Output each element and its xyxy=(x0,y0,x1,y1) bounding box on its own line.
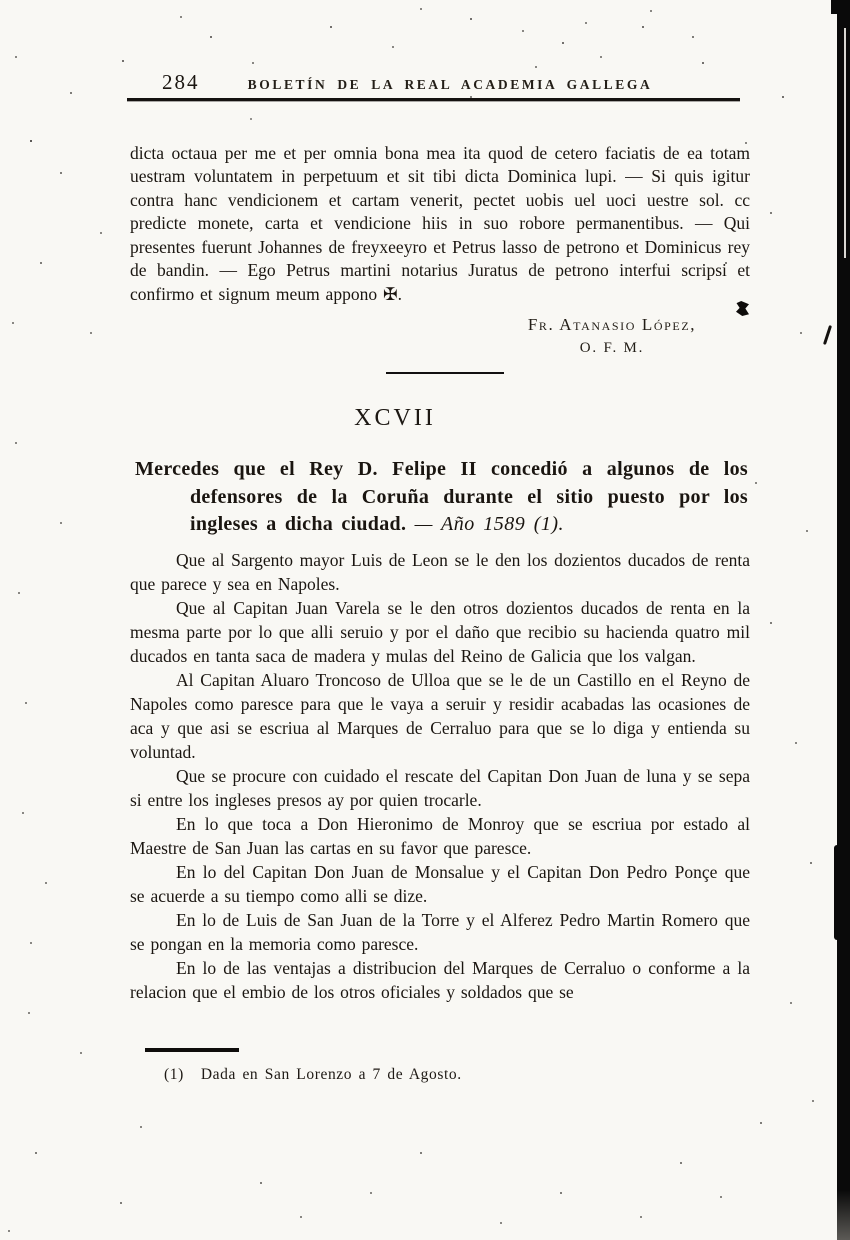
article-paragraph: Que al Capitan Juan Varela se le den otros dozientos ducados de renta en la mesma parte por lo que alli seruio y por el daño que recibio su hacienda quatro mil ducados en tanta saca de madera y mulas del Reino de Galicia que los valgan. xyxy=(130,598,750,666)
article-body xyxy=(130,548,750,1004)
scan-noise-specks xyxy=(0,0,2,2)
running-title: BOLETÍN DE LA REAL ACADEMIA GALLEGA xyxy=(247,77,653,92)
page-number: 284 xyxy=(162,70,200,94)
signature-order: O. F. M. xyxy=(579,340,645,356)
article-paragraph: Que se procure con cuidado el rescate del Capitan Don Juan de luna y se sepa si entre los ingleses presos ay por quien trocarle. xyxy=(130,766,750,810)
signature-name: Fr. Atanasio López, xyxy=(527,315,697,334)
article-paragraph: Que al Sargento mayor Luis de Leon se le den los dozientos ducados de renta que parece y sea en Napoles. xyxy=(130,550,750,594)
scan-edge-band-bump-mid xyxy=(834,845,840,940)
latin-continuation-paragraph: dicta octaua per me et per omnia bona mea ita quod de cetero faciatis de ea totam uestram voluntatem in perpetuum et sit tibi dicta Dominica lupi. — Si quis igitur contra hanc vendicionem et cartam venerit, pectet uobis uel uoci uestre sol. cc predicte monete, carta et vendicione hiis in suo robore permanentibus. — Qui presentes fuerunt Johannes de freyxeeyro et Petrus lasso de petrono et Dominicus rey de bandin. — Ego Petrus martini notarius Juratus de petrono interfui scripsi et confirmo et signum meum appono ✠. xyxy=(130,142,750,305)
article-paragraph: En lo que toca a Don Hieronimo de Monroy que se escriua por estado al Maestre de San Juan las cartas en su favor que paresce. xyxy=(130,814,750,858)
footnote-marker: (1) xyxy=(164,1066,184,1083)
signature-block xyxy=(492,315,732,357)
footnote xyxy=(164,1066,724,1084)
article-paragraph: En lo de las ventajas a distribucion del Marques de Cerraluo o conforme a la relacion que el embio de los otros oficiales y soldados que se xyxy=(130,958,750,1002)
article-paragraph: En lo del Capitan Don Juan de Monsalue y el Capitan Don Pedro Ponçe que se acuerde a su tiempo como alli se dize. xyxy=(130,862,750,906)
scan-edge-band-bump-top xyxy=(831,0,840,14)
article-paragraph: Al Capitan Aluaro Troncoso de Ulloa que se le de un Castillo en el Reyno de Napoles como paresce para que le vaya a seruir y residir acabadas las ocasiones de aca y que asi se escriua al Marques de Cerraluo para que se lo diga y entienda su voluntad. xyxy=(130,670,750,762)
scan-edge-squiggle xyxy=(823,325,832,345)
article-date-note: — Año 1589 (1). xyxy=(414,513,565,535)
section-divider-rule xyxy=(386,372,504,374)
article-paragraph: En lo de Luis de San Juan de la Torre y el Alferez Pedro Martin Romero que se pongan en la memoria como paresce. xyxy=(130,910,750,954)
section-number-heading: XCVII xyxy=(354,405,436,431)
article-title-text: Mercedes que el Rey D. Felipe II concedió a algunos de los defensores de la Coruña durante el sitio puesto por los ingleses a dicha ciudad. xyxy=(135,458,748,535)
scan-edge-band-gap xyxy=(844,28,846,258)
header-rule xyxy=(127,98,740,101)
footnote-rule xyxy=(145,1048,239,1052)
article-title-heading xyxy=(135,456,748,539)
footnote-text: Dada en San Lorenzo a 7 de Agosto. xyxy=(200,1066,462,1083)
